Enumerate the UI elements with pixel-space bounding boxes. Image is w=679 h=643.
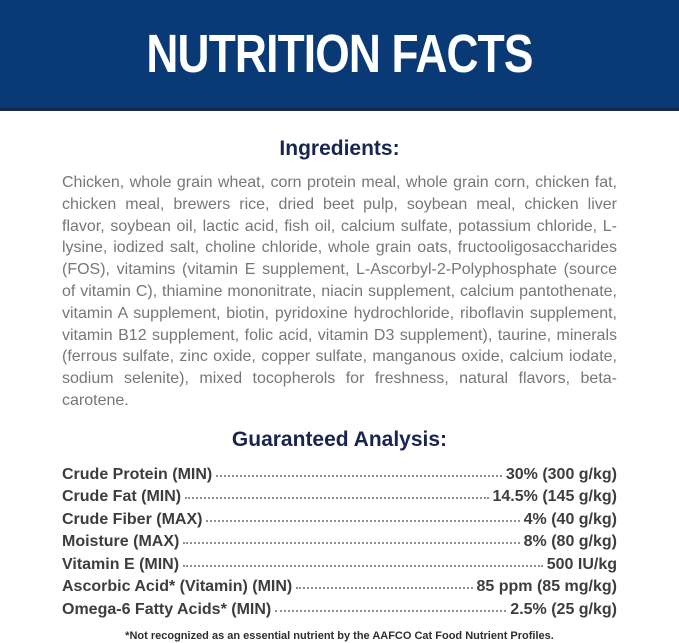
nutrition-facts-banner (0, 0, 679, 111)
ingredients-heading: Ingredients: (279, 137, 400, 160)
analysis-row-label: Omega-6 Fatty Acids* (MIN) (62, 600, 272, 618)
analysis-row-value: 8% (80 g/kg) (523, 533, 617, 551)
analysis-row (62, 486, 617, 509)
analysis-row-value: 14.5% (145 g/kg) (492, 488, 617, 506)
leader-dots (206, 520, 519, 522)
analysis-row (62, 509, 617, 532)
analysis-row-value: 2.5% (25 g/kg) (510, 600, 617, 618)
analysis-row-label: Crude Fat (MIN) (62, 488, 182, 506)
analysis-row-label: Vitamin E (MIN) (62, 555, 180, 573)
leader-dots (296, 587, 472, 589)
leader-dots (183, 542, 519, 544)
leader-dots (275, 610, 506, 612)
analysis-row (62, 554, 617, 577)
leader-dots (216, 475, 502, 477)
guaranteed-analysis-heading: Guaranteed Analysis: (231, 427, 448, 451)
banner-title: NUTRITION FACTS (146, 24, 533, 84)
analysis-row (62, 464, 617, 487)
analysis-row-value: 4% (40 g/kg) (523, 510, 617, 528)
analysis-row (62, 599, 617, 622)
ingredients-text: Chicken, whole grain wheat, corn protein meal, whole grain corn, chicken fat, chicken meal, brewers rice, dried beet pulp, soybean meal, chicken liver flavor, soybean oil, lactic acid, fish oil, calcium sulfate, potassium chloride, L-lysine, iodized salt, choline chloride, whole grain oats, fructooligosaccharides (FOS), vitamins (vitamin E supplement, L-Ascorbyl-2-Polyphosphate (source of vitamin C), thiamine mononitrate, niacin supplement, calcium pantothenate, vitamin A supplement, biotin, pyridoxine hydrochloride, riboflavin supplement, vitamin B12 supplement, folic acid, vitamin D3 supplement), taurine, minerals (ferrous sulfate, zinc oxide, copper sulfate, manganous oxide, calcium iodate, sodium selenite), mixed tocopherols for freshness, natural flavors, beta-carotene. (62, 174, 617, 409)
analysis-row-value: 500 IU/kg (546, 555, 617, 573)
analysis-row-label: Crude Fiber (MAX) (62, 510, 203, 528)
footnote: *Not recognized as an essential nutrient by the AAFCO Cat Food Nutrient Profiles. (125, 630, 554, 643)
leader-dots (185, 497, 488, 499)
analysis-row-label: Crude Protein (MIN) (62, 465, 213, 483)
analysis-row (62, 576, 617, 599)
analysis-row-label: Moisture (MAX) (62, 533, 180, 551)
guaranteed-analysis-table (62, 464, 617, 622)
analysis-row-label: Ascorbic Acid* (Vitamin) (MIN) (62, 578, 293, 596)
analysis-row-value: 30% (300 g/kg) (505, 465, 617, 483)
analysis-row (62, 531, 617, 554)
analysis-row-value: 85 ppm (85 mg/kg) (476, 578, 617, 596)
label-content (0, 137, 679, 643)
leader-dots (183, 565, 543, 567)
